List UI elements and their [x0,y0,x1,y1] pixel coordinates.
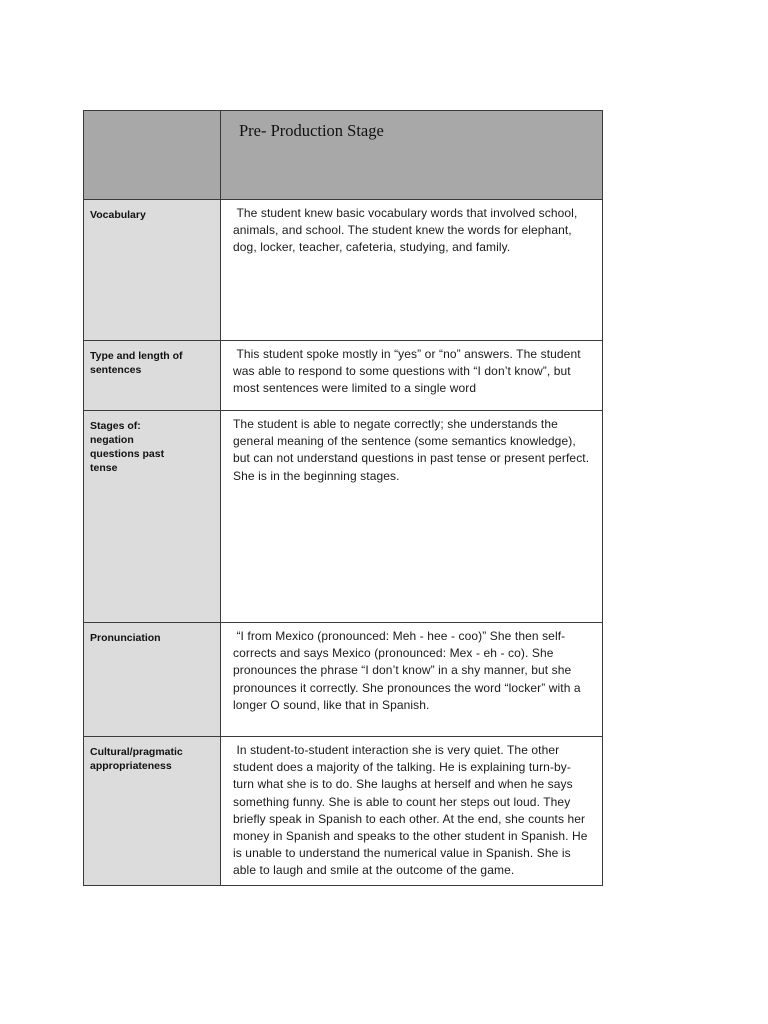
header-title-cell [221,111,603,200]
row-label-type-length [84,341,220,377]
table-row-cultural [84,737,603,886]
label-line: Cultural/pragmatic [90,746,183,758]
label-line: tense [90,462,118,474]
label-line: appropriateness [90,760,172,772]
row-label-cell [84,737,221,886]
label-line: Stages of: [90,420,141,432]
row-label-cell [84,623,221,737]
table-row-pronunciation [84,623,603,737]
row-label-vocabulary: Vocabulary [90,209,146,221]
header-empty-cell [84,111,221,200]
row-content-pronunciation: “I from Mexico (pronounced: Meh - hee - coo)” She then self-corrects and says Mexico (pronounced: Mex - eh - co). She pronounces the phrase “I don’t know” in a shy manner, but she pronounces it correctly. She pronounces the word “locker” with a longer O sound, like that in Spanish. [233,629,585,712]
stage-title: Pre- Production Stage [239,121,384,140]
row-content-cell [221,411,603,623]
row-label-cultural [84,737,220,773]
row-label-cell [84,341,221,411]
row-content-vocabulary: The student knew basic vocabulary words that involved school, animals, and school. The student knew the words for elephant, dog, locker, teacher, cafeteria, studying, and family. [233,206,581,255]
row-content-type-length: This student spoke mostly in “yes” or “no” answers. The student was able to respond to some questions with “I don’t know”, but most sentences were limited to a single word [233,347,585,396]
table-row-stages [84,411,603,623]
row-content-cell [221,623,603,737]
row-content-cell [221,200,603,341]
row-label-pronunciation: Pronunciation [90,632,161,644]
label-line: sentences [90,364,142,376]
row-content-cell [221,341,603,411]
row-label-cell [84,200,221,341]
label-line: Type and length of [90,350,183,362]
row-label-cell [84,411,221,623]
stage-table [83,110,603,886]
table-row-type-length [84,341,603,411]
row-content-cell [221,737,603,886]
table-row-vocabulary [84,200,603,341]
table-header-row [84,111,603,200]
label-line: negation [90,434,134,446]
row-content-stages: The student is able to negate correctly; she understands the general meaning of the sentence (some semantics knowledge), but can not understand questions in past tense or present perfect. She is in the beginning stages. [233,417,593,483]
label-line: questions past [90,448,165,460]
row-content-cultural: In student-to-student interaction she is very quiet. The other student does a majority of the talking. He is explaining turn-by-turn what she is to do. She laughs at herself and when he says something funny. She is able to count her steps out loud. They briefly speak in Spanish to each other. At the end, she counts her money in Spanish and speaks to the other student in Spanish. He is unable to understand the numerical value in Spanish. She is able to laugh and smile at the outcome of the game. [233,743,591,878]
row-label-stages [84,411,220,475]
